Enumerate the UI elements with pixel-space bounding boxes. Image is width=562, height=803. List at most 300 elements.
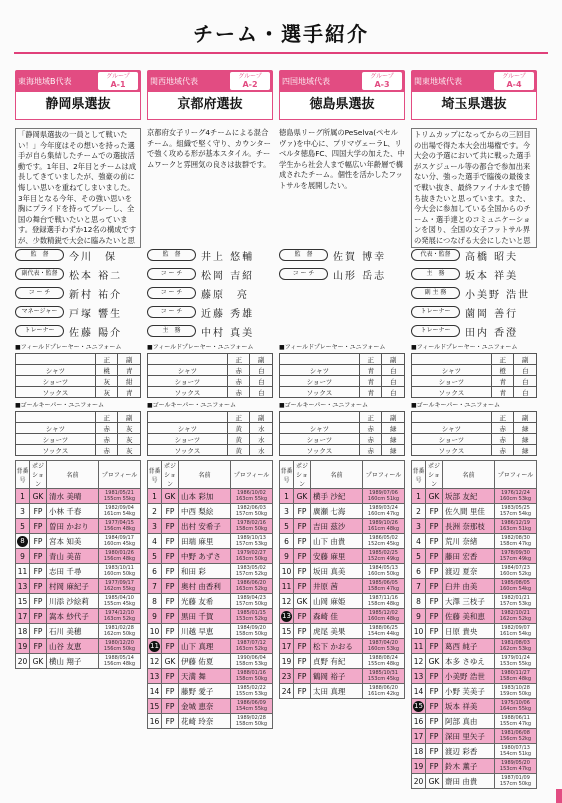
uniform-cell: 白 [250, 387, 273, 398]
uniform-header-cell: 副 [514, 412, 537, 423]
player-position: GK [294, 594, 311, 609]
player-profile: 1989/10/13 157cm 53kg [231, 534, 273, 549]
player-profile: 1983/05/25 157cm 54kg [495, 504, 537, 519]
uniform-cell: ショーツ [16, 376, 96, 387]
player-position: FP [426, 714, 443, 729]
uniform-row [148, 434, 273, 445]
player-number: 5 [412, 549, 426, 564]
player-profile: 1979/01/24 153cm 55kg [495, 654, 537, 669]
uniform-row [148, 376, 273, 387]
uniform-cell: シャツ [148, 365, 228, 376]
player-profile: 1983/05/02 157cm 52kg [231, 564, 273, 579]
uniform-cell: 赤 [359, 434, 382, 445]
player-position: FP [426, 549, 443, 564]
roster-header-cell: ポジション [30, 461, 47, 489]
uniform-header-row [148, 354, 273, 365]
uniform-row [412, 445, 537, 456]
player-position: FP [30, 504, 47, 519]
staff-row [279, 247, 405, 263]
player-row [412, 519, 537, 534]
roster-header-cell: プロフィール [99, 461, 141, 489]
staff-name: 山形 岳志 [333, 270, 387, 282]
player-number: 11 [16, 564, 30, 579]
group-code: A-4 [506, 80, 522, 89]
player-name: 横手 沙紀 [311, 489, 363, 504]
roster-header-cell: 背番号 [16, 461, 30, 489]
uniform-header-cell: 副 [382, 354, 405, 365]
player-name: 志田 千尋 [47, 564, 99, 579]
roster-header-row [280, 461, 405, 489]
player-profile: 1984/05/13 160cm 50kg [363, 564, 405, 579]
staff-name: 中村 真美 [201, 327, 255, 339]
staff-row [411, 266, 537, 282]
uniform-header-cell: 正 [359, 412, 382, 423]
player-profile: 1988/08/24 155cm 48kg [363, 654, 405, 669]
staff-name: 薗岡 善行 [465, 308, 519, 320]
player-name: 貞野 有紀 [311, 654, 363, 669]
player-row [412, 714, 537, 729]
player-position: FP [162, 639, 179, 654]
group-label: グループ [370, 73, 394, 80]
player-name: 山下 真理 [179, 639, 231, 654]
uniform-cell: シャツ [412, 423, 492, 434]
player-number: 5 [148, 549, 162, 564]
player-position: FP [30, 534, 47, 549]
uniform-header-cell: 副 [250, 354, 273, 365]
player-number: 7 [412, 579, 426, 594]
player-position: FP [426, 534, 443, 549]
player-name: 坂田 真美 [311, 564, 363, 579]
uniform-header-cell [412, 412, 492, 423]
player-position: FP [294, 654, 311, 669]
group-badge [98, 72, 138, 90]
player-row [16, 624, 141, 639]
player-position: FP [426, 744, 443, 759]
gk-uniform-label: ■ゴールキーパー・ユニフォーム [411, 402, 500, 409]
uniform-cell: 黄 [227, 423, 250, 434]
player-row [16, 639, 141, 654]
player-profile: 1984/07/23 160cm 52kg [495, 564, 537, 579]
player-profile: 1986/12/19 163cm 51kg [495, 519, 537, 534]
player-number: 12 [412, 654, 426, 669]
group-label: グループ [106, 73, 130, 80]
uniform-cell: 灰 [118, 423, 141, 434]
player-profile: 1982/08/30 158cm 47kg [495, 534, 537, 549]
staff-list [147, 247, 273, 343]
uniform-row [280, 434, 405, 445]
player-number: 6 [412, 564, 426, 579]
player-profile: 1979/02/27 163cm 50kg [231, 549, 273, 564]
uniform-cell: 黄 [227, 445, 250, 456]
player-profile: 1984/09/20 158cm 50kg [231, 624, 273, 639]
player-row [280, 564, 405, 579]
captain-mark: 13 [282, 611, 291, 620]
player-row [16, 504, 141, 519]
staff-name: 佐賀 博幸 [333, 251, 387, 263]
player-name: 山本 彩加 [179, 489, 231, 504]
player-position: FP [30, 579, 47, 594]
player-position: GK [162, 654, 179, 669]
uniform-cell: 白 [514, 365, 537, 376]
player-position: FP [162, 579, 179, 594]
player-number: 1 [16, 489, 30, 504]
uniform-header-row [148, 412, 273, 423]
uniform-cell: 水 [250, 423, 273, 434]
staff-role: 監 督 [147, 249, 196, 261]
player-number: 10 [280, 564, 294, 579]
staff-role: 主 務 [147, 325, 196, 337]
group-code: A-1 [110, 80, 126, 89]
player-profile: 1982/01/21 157cm 53kg [495, 594, 537, 609]
roster-table [411, 460, 537, 789]
staff-role: コ ー チ [15, 287, 64, 299]
uniform-cell: ソックス [16, 445, 96, 456]
team-header [147, 70, 273, 92]
player-name: 田端 麻里 [179, 534, 231, 549]
player-profile: 1985/12/02 160cm 48kg [363, 609, 405, 624]
roster-header-cell: 背番号 [148, 461, 162, 489]
staff-role: 副代表・監督 [15, 268, 64, 280]
player-name: 深田 里矢子 [443, 729, 495, 744]
player-name: 和田 彩 [179, 564, 231, 579]
uniform-cell: ソックス [280, 387, 360, 398]
player-name: 本多 さゆえ [443, 654, 495, 669]
player-number: 17 [280, 639, 294, 654]
player-name: 鶴岡 裕子 [311, 669, 363, 684]
uniform-cell: 灰 [118, 445, 141, 456]
uniform-cell: シャツ [412, 365, 492, 376]
player-profile: 1988/01/16 158cm 50kg [231, 669, 273, 684]
uniform-row [16, 423, 141, 434]
player-name: 山岡 麻姫 [311, 594, 363, 609]
uniform-header-row [280, 354, 405, 365]
player-row [280, 519, 405, 534]
player-name: 宮本 知美 [47, 534, 99, 549]
player-row [16, 534, 141, 549]
uniform-cell: ショーツ [280, 434, 360, 445]
player-name: 佐藤 美和恵 [443, 609, 495, 624]
player-position: FP [162, 669, 179, 684]
uniform-header-cell: 副 [118, 354, 141, 365]
team-header [411, 70, 537, 92]
uniform-cell: シャツ [280, 365, 360, 376]
uniform-cell: 緑 [382, 445, 405, 456]
player-position: FP [426, 669, 443, 684]
uniform-cell: ソックス [412, 387, 492, 398]
player-row [148, 549, 273, 564]
roster-header-cell: 名前 [179, 461, 231, 489]
group-badge [494, 72, 534, 90]
player-row [412, 489, 537, 504]
uniform-row [148, 423, 273, 434]
staff-row [411, 247, 537, 263]
uniform-header-cell [16, 412, 96, 423]
team-name: 埼玉県選抜 [411, 92, 537, 120]
player-name: 廣瀬 七海 [311, 504, 363, 519]
uniform-header-cell: 副 [382, 412, 405, 423]
player-profile: 1986/05/02 152cm 45kg [363, 534, 405, 549]
player-profile: 1981/08/03 162cm 53kg [495, 639, 537, 654]
player-profile: 1988/05/14 156cm 48kg [99, 654, 141, 669]
uniform-header-cell [148, 354, 228, 365]
title-underline [14, 52, 548, 54]
player-row [412, 654, 537, 669]
uniform-header-row [16, 354, 141, 365]
group-code: A-2 [242, 80, 258, 89]
uniform-cell: ショーツ [280, 376, 360, 387]
uniform-cell: ショーツ [412, 434, 492, 445]
player-name: 大澤 三枝子 [443, 594, 495, 609]
uniform-header-cell: 副 [118, 412, 141, 423]
uniform-cell: 白 [514, 387, 537, 398]
uniform-header-cell: 副 [514, 354, 537, 365]
uniform-cell: 青 [118, 387, 141, 398]
player-position: FP [426, 699, 443, 714]
staff-name: 今川 保 [69, 251, 117, 263]
player-row [148, 684, 273, 699]
player-position: FP [294, 504, 311, 519]
page-edge-marker [556, 789, 562, 803]
player-row [16, 549, 141, 564]
uniform-cell: 白 [382, 376, 405, 387]
staff-row [15, 247, 141, 263]
uniform-row [412, 376, 537, 387]
staff-name: 戸塚 響生 [69, 308, 123, 320]
player-name: 横山 翔子 [47, 654, 99, 669]
player-position: FP [294, 609, 311, 624]
player-position: GK [426, 489, 443, 504]
staff-row [411, 304, 537, 320]
team-column [15, 70, 141, 248]
uniform-cell: 赤 [491, 423, 514, 434]
player-row [148, 609, 273, 624]
gk-uniform-table [147, 411, 273, 456]
uniform-cell: シャツ [148, 423, 228, 434]
uniform-cell: シャツ [16, 423, 96, 434]
uniform-header-cell: 副 [250, 412, 273, 423]
player-row [148, 639, 273, 654]
player-profile: 1985/02/25 152cm 49kg [363, 549, 405, 564]
uniform-row [412, 387, 537, 398]
player-name: 出村 安希子 [179, 519, 231, 534]
roster-header-cell: 名前 [47, 461, 99, 489]
uniform-cell: 白 [382, 365, 405, 376]
player-row [280, 609, 405, 624]
player-number: 5 [280, 519, 294, 534]
player-row [412, 684, 537, 699]
player-position: FP [426, 579, 443, 594]
group-code: A-3 [374, 80, 390, 89]
player-name: 太田 真理 [311, 684, 363, 699]
gk-uniform-table [411, 411, 537, 456]
player-profile: 1974/12/10 163cm 52kg [99, 609, 141, 624]
player-profile: 1983/10/11 160cm 50kg [99, 564, 141, 579]
player-profile: 1981/06/08 156cm 52kg [495, 729, 537, 744]
player-number: 11 [280, 579, 294, 594]
player-name: 吉田 茲沙 [311, 519, 363, 534]
player-name: 石川 美穂 [47, 624, 99, 639]
player-profile: 1980/07/13 154cm 51kg [495, 744, 537, 759]
player-name: 清水 美晴 [47, 489, 99, 504]
team-header [15, 70, 141, 92]
player-position: GK [30, 654, 47, 669]
player-position: FP [426, 504, 443, 519]
staff-row [15, 266, 141, 282]
player-number: 19 [412, 759, 426, 774]
staff-name: 田内 香澄 [465, 327, 519, 339]
roster-header-cell: ポジション [294, 461, 311, 489]
uniform-row [16, 365, 141, 376]
staff-row [411, 285, 537, 301]
uniform-cell: 灰 [95, 387, 118, 398]
player-position: FP [30, 609, 47, 624]
captain-mark: 11 [150, 641, 159, 650]
player-row [412, 564, 537, 579]
staff-role: コ ー チ [147, 306, 196, 318]
uniform-cell: 青 [359, 387, 382, 398]
player-name: 松下 かおる [311, 639, 363, 654]
uniform-row [280, 387, 405, 398]
player-position: GK [30, 489, 47, 504]
player-number: 13 [16, 579, 30, 594]
staff-role: 主 務 [411, 268, 460, 280]
roster-header-cell: 背番号 [280, 461, 294, 489]
team-column [279, 70, 405, 248]
player-profile: 1990/06/04 158cm 53kg [231, 654, 273, 669]
fp-uniform-label: ■フィールドプレーヤー・ユニフォーム [147, 344, 254, 351]
uniform-cell: ソックス [148, 445, 228, 456]
player-profile: 1988/06/25 154cm 44kg [363, 624, 405, 639]
player-position: FP [294, 669, 311, 684]
player-name: 伊藤 佑夏 [179, 654, 231, 669]
player-row [412, 534, 537, 549]
uniform-row [148, 387, 273, 398]
player-position: FP [162, 534, 179, 549]
uniform-row [280, 445, 405, 456]
uniform-cell: 白 [382, 387, 405, 398]
roster-header-cell: 名前 [311, 461, 363, 489]
uniform-header-cell [16, 354, 96, 365]
uniform-header-cell [280, 412, 360, 423]
player-name: 奥村 由香利 [179, 579, 231, 594]
uniform-cell: 赤 [95, 434, 118, 445]
uniform-cell: 赤 [95, 445, 118, 456]
team-column [411, 70, 537, 248]
player-row [280, 684, 405, 699]
player-number: 9 [148, 609, 162, 624]
staff-row [279, 266, 405, 282]
player-number: 10 [148, 624, 162, 639]
uniform-cell: 水 [250, 445, 273, 456]
player-row [412, 594, 537, 609]
uniform-cell: 赤 [227, 365, 250, 376]
uniform-cell: 赤 [227, 376, 250, 387]
player-row [412, 729, 537, 744]
uniform-row [280, 423, 405, 434]
player-row [412, 759, 537, 774]
uniform-cell: シャツ [16, 365, 96, 376]
uniform-cell: 赤 [491, 434, 514, 445]
player-row [148, 699, 273, 714]
player-profile: 1987/07/12 163cm 52kg [231, 639, 273, 654]
player-number: 16 [412, 714, 426, 729]
uniform-header-row [412, 412, 537, 423]
player-position: FP [162, 564, 179, 579]
player-profile: 1978/02/16 158cm 50kg [231, 519, 273, 534]
player-profile: 1980/01/26 156cm 48kg [99, 549, 141, 564]
player-profile: 1977/09/17 162cm 55kg [99, 579, 141, 594]
uniform-cell: 青 [491, 376, 514, 387]
player-position: FP [30, 564, 47, 579]
uniform-cell: ショーツ [412, 376, 492, 387]
roster-header-cell: プロフィール [363, 461, 405, 489]
group-badge [362, 72, 402, 90]
region-label: 関東地域代表 [414, 77, 462, 86]
player-number: 7 [148, 579, 162, 594]
player-number: 12 [148, 654, 162, 669]
player-profile: 1985/10/31 153cm 45kg [363, 669, 405, 684]
player-row [280, 669, 405, 684]
player-name: 安藤 麻里 [311, 549, 363, 564]
fp-uniform-table [279, 353, 405, 398]
staff-section [15, 247, 141, 669]
uniform-row [148, 365, 273, 376]
player-row [16, 579, 141, 594]
uniform-row [16, 376, 141, 387]
player-number: 14 [412, 684, 426, 699]
player-name: 小林 千春 [47, 504, 99, 519]
uniform-cell: 青 [359, 376, 382, 387]
player-row [148, 654, 273, 669]
player-number: 17 [16, 609, 30, 624]
uniform-header-cell: 正 [227, 412, 250, 423]
staff-name: 井上 悠輔 [201, 251, 255, 263]
player-number: 11 [412, 639, 426, 654]
staff-role: コ ー チ [147, 287, 196, 299]
player-row [280, 654, 405, 669]
player-row [412, 609, 537, 624]
player-row [280, 549, 405, 564]
staff-role: コ ー チ [279, 268, 328, 280]
player-profile: 1981/05/21 155cm 55kg [99, 489, 141, 504]
staff-row [147, 323, 273, 339]
player-row [16, 609, 141, 624]
player-number: 3 [280, 504, 294, 519]
staff-list [411, 247, 537, 343]
uniform-row [412, 423, 537, 434]
uniform-header-row [280, 412, 405, 423]
fp-uniform-table [15, 353, 141, 398]
uniform-cell: 灰 [118, 434, 141, 445]
uniform-cell: ソックス [148, 387, 228, 398]
uniform-cell: 緑 [382, 423, 405, 434]
player-name: 渡辺 彩香 [443, 744, 495, 759]
player-row [412, 549, 537, 564]
uniform-row [412, 365, 537, 376]
uniform-header-cell [280, 354, 360, 365]
fp-uniform-table [411, 353, 537, 398]
player-position: GK [294, 489, 311, 504]
player-row [148, 504, 273, 519]
player-profile: 1984/09/17 160cm 45kg [99, 534, 141, 549]
staff-role: 監 督 [15, 249, 64, 261]
roster-header-cell: ポジション [162, 461, 179, 489]
player-number: 9 [16, 549, 30, 564]
player-name: 青山 美苗 [47, 549, 99, 564]
player-row [280, 534, 405, 549]
region-label: 東海地域B代表 [18, 77, 72, 86]
player-name: 中西 梨絵 [179, 504, 231, 519]
